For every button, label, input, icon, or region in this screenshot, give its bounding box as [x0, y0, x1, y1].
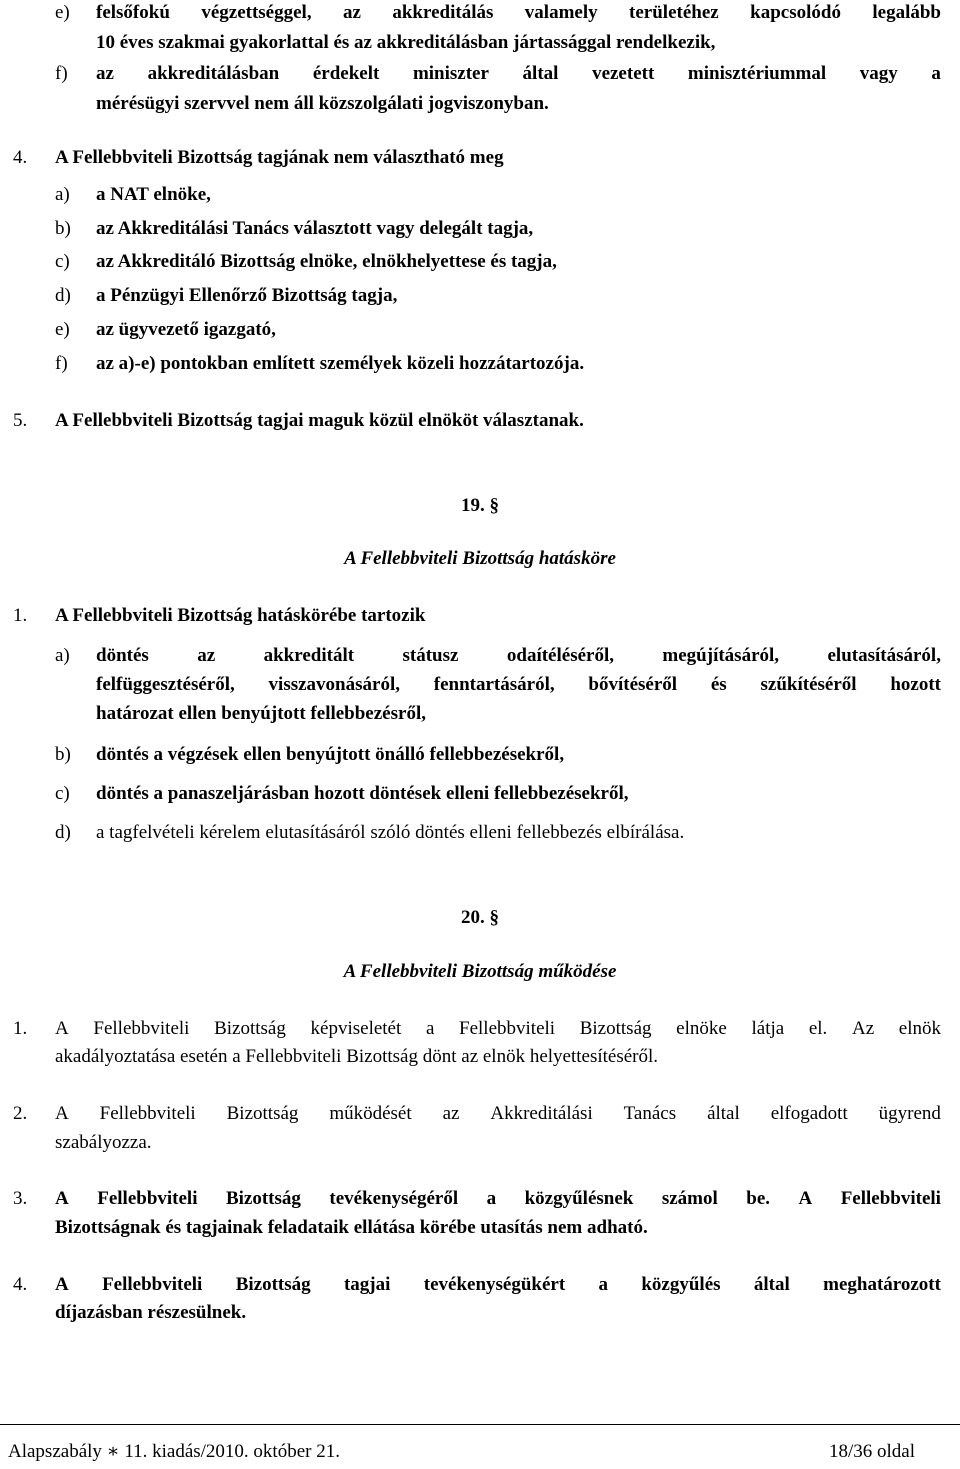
- item-text-line: [55, 1018, 941, 1040]
- list-label: e): [55, 2, 70, 23]
- word: Fellebbviteli: [102, 1274, 203, 1295]
- word: számol: [661, 1188, 718, 1209]
- word: vezetett: [592, 63, 655, 84]
- word: felfüggesztéséről,: [96, 674, 235, 695]
- footer-page-number: 18/36 oldal: [828, 1441, 915, 1462]
- word: Fellebbviteli: [99, 1103, 196, 1124]
- word: legalább: [872, 2, 941, 23]
- word: területéhez: [629, 2, 719, 23]
- word: A: [55, 1274, 69, 1295]
- item-text-line: [55, 1274, 941, 1296]
- word: a: [486, 1188, 497, 1209]
- list-item-text: a NAT elnöke,: [96, 184, 211, 205]
- word: Bizottság: [214, 1018, 286, 1039]
- word: Fellebbviteli: [459, 1018, 556, 1039]
- word: szűkítéséről: [760, 674, 857, 695]
- word: akkreditált: [263, 645, 355, 666]
- section-title: A Fellebbviteli Bizottság működése: [343, 961, 617, 982]
- word: elfogadott: [770, 1103, 848, 1124]
- word: odaítéléséről,: [506, 645, 614, 666]
- list-item-text-line: döntés a panaszeljárásban hozott döntések elleni fellebbezésekről,: [96, 783, 629, 804]
- word: az: [442, 1103, 460, 1124]
- list-label: c): [55, 251, 70, 272]
- list-label: d): [55, 822, 71, 843]
- word: által: [753, 1274, 790, 1295]
- word: által: [707, 1103, 740, 1124]
- word: státusz: [402, 645, 459, 666]
- item-text: A Fellebbviteli Bizottság hatáskörébe tartozik: [55, 605, 426, 626]
- list-label: b): [55, 218, 71, 239]
- word: és: [710, 674, 727, 695]
- footer-divider: [0, 1424, 960, 1425]
- list-label: f): [55, 353, 68, 374]
- item-text-line: akadályoztatása esetén a Fellebbviteli Bizottság dönt az elnök helyettesítéséről.: [55, 1046, 659, 1067]
- word: közgyűlésnek: [524, 1188, 634, 1209]
- word: meghatározott: [823, 1274, 941, 1295]
- item-number: 2.: [13, 1103, 28, 1124]
- word: elnöke: [676, 1018, 727, 1039]
- item-number: 5.: [13, 410, 28, 431]
- word: Fellebbviteli: [840, 1188, 941, 1209]
- footer-left: Alapszabály ∗ 11. kiadás/2010. október 21.: [8, 1441, 340, 1462]
- word: Bizottság: [579, 1018, 652, 1039]
- item-number: 4.: [13, 1274, 28, 1295]
- word: Fellebbviteli: [93, 1018, 190, 1039]
- word: az: [96, 63, 114, 84]
- word: képviseletét: [310, 1018, 402, 1039]
- word: Bizottság: [225, 1188, 301, 1209]
- word: A: [55, 1018, 69, 1039]
- word: Az: [851, 1018, 875, 1039]
- list-item-text-line: [96, 2, 941, 24]
- word: hozott: [890, 674, 941, 695]
- list-item-text: az Akkreditálási Tanács választott vagy delegált tagja,: [96, 218, 534, 239]
- list-label: a): [55, 645, 70, 666]
- section-number: 20. §: [461, 907, 499, 928]
- word: A: [55, 1188, 69, 1209]
- item-number: 3.: [13, 1188, 28, 1209]
- word: A: [798, 1188, 813, 1209]
- word: közgyűlés: [641, 1274, 721, 1295]
- word: bővítéséről: [588, 674, 678, 695]
- list-item-text-line: mérésügyi szervvel nem áll közszolgálati jogviszonyban.: [96, 93, 549, 114]
- word: működését: [329, 1103, 412, 1124]
- list-label: b): [55, 744, 71, 765]
- word: akkreditálás: [392, 2, 494, 23]
- word: látja: [751, 1018, 785, 1039]
- word: tevékenységükért: [423, 1274, 566, 1295]
- list-item-text-line: [96, 63, 941, 85]
- list-item-text-line: a tagfelvételi kérelem elutasításáról szóló döntés elleni fellebbezés elbírálása.: [96, 822, 685, 843]
- word: felsőfokú: [96, 2, 170, 23]
- list-item-text-line: [96, 674, 941, 696]
- word: el.: [808, 1018, 828, 1039]
- list-label: a): [55, 184, 70, 205]
- list-item-text-line: [96, 645, 941, 667]
- list-item-text-line: határozat ellen benyújtott fellebbezésről,: [96, 703, 426, 724]
- list-label: c): [55, 783, 70, 804]
- list-item-text-line: döntés a végzések ellen benyújtott önálló fellebbezésekről,: [96, 744, 565, 765]
- word: döntés: [96, 645, 149, 666]
- item-text: A Fellebbviteli Bizottság tagjának nem választható meg: [55, 147, 504, 168]
- word: megújításáról,: [662, 645, 780, 666]
- word: az: [197, 645, 216, 666]
- word: A: [55, 1103, 69, 1124]
- word: Bizottság: [226, 1103, 299, 1124]
- word: Fellebbviteli: [97, 1188, 198, 1209]
- word: kapcsolódó: [750, 2, 841, 23]
- item-text-line: szabályozza.: [55, 1132, 152, 1153]
- word: érdekelt: [312, 63, 380, 84]
- list-item-text: a Pénzügyi Ellenőrző Bizottság tagja,: [96, 285, 398, 306]
- word: vagy: [859, 63, 898, 84]
- list-item-text: az a)-e) pontokban említett személyek közeli hozzátartozója.: [96, 353, 585, 374]
- item-number: 1.: [13, 1018, 28, 1039]
- list-label: d): [55, 285, 71, 306]
- item-text-line: díjazásban részesülnek.: [55, 1302, 247, 1323]
- item-text-line: [55, 1188, 941, 1210]
- item-number: 1.: [13, 605, 28, 626]
- word: be.: [746, 1188, 770, 1209]
- word: elutasításáról,: [827, 645, 941, 666]
- word: a: [931, 63, 941, 84]
- section-title: A Fellebbviteli Bizottság hatásköre: [344, 548, 616, 569]
- item-text-line: [55, 1103, 941, 1125]
- word: ügyrend: [878, 1103, 941, 1124]
- word: Akkreditálási: [490, 1103, 593, 1124]
- word: az: [343, 2, 361, 23]
- item-text: A Fellebbviteli Bizottság tagjai maguk közül elnököt választanak.: [55, 410, 584, 431]
- list-item-text: az Akkreditáló Bizottság elnöke, elnökhelyettese és tagja,: [96, 251, 557, 272]
- item-number: 4.: [13, 147, 28, 168]
- word: tevékenységéről: [329, 1188, 459, 1209]
- word: minisztériummal: [687, 63, 827, 84]
- word: Bizottság: [235, 1274, 311, 1295]
- item-text-line: Bizottságnak és tagjainak feladataik ellátása körébe utasítás nem adható.: [55, 1217, 648, 1238]
- word: akkreditálásban: [147, 63, 280, 84]
- list-item-text: az ügyvezető igazgató,: [96, 319, 276, 340]
- word: miniszter: [412, 63, 489, 84]
- word: elnök: [898, 1018, 941, 1039]
- word: visszavonásáról,: [268, 674, 400, 695]
- list-label: f): [55, 63, 68, 84]
- word: végzettséggel,: [201, 2, 312, 23]
- word: tagjai: [343, 1274, 391, 1295]
- word: valamely: [524, 2, 598, 23]
- section-number: 19. §: [461, 495, 499, 516]
- word: a: [598, 1274, 609, 1295]
- word: által: [522, 63, 559, 84]
- word: a: [425, 1018, 435, 1039]
- word: fenntartásáról,: [433, 674, 555, 695]
- list-label: e): [55, 319, 70, 340]
- word: Tanács: [623, 1103, 677, 1124]
- list-item-text-line: 10 éves szakmai gyakorlattal és az akkreditálásban jártassággal rendelkezik,: [96, 32, 716, 53]
